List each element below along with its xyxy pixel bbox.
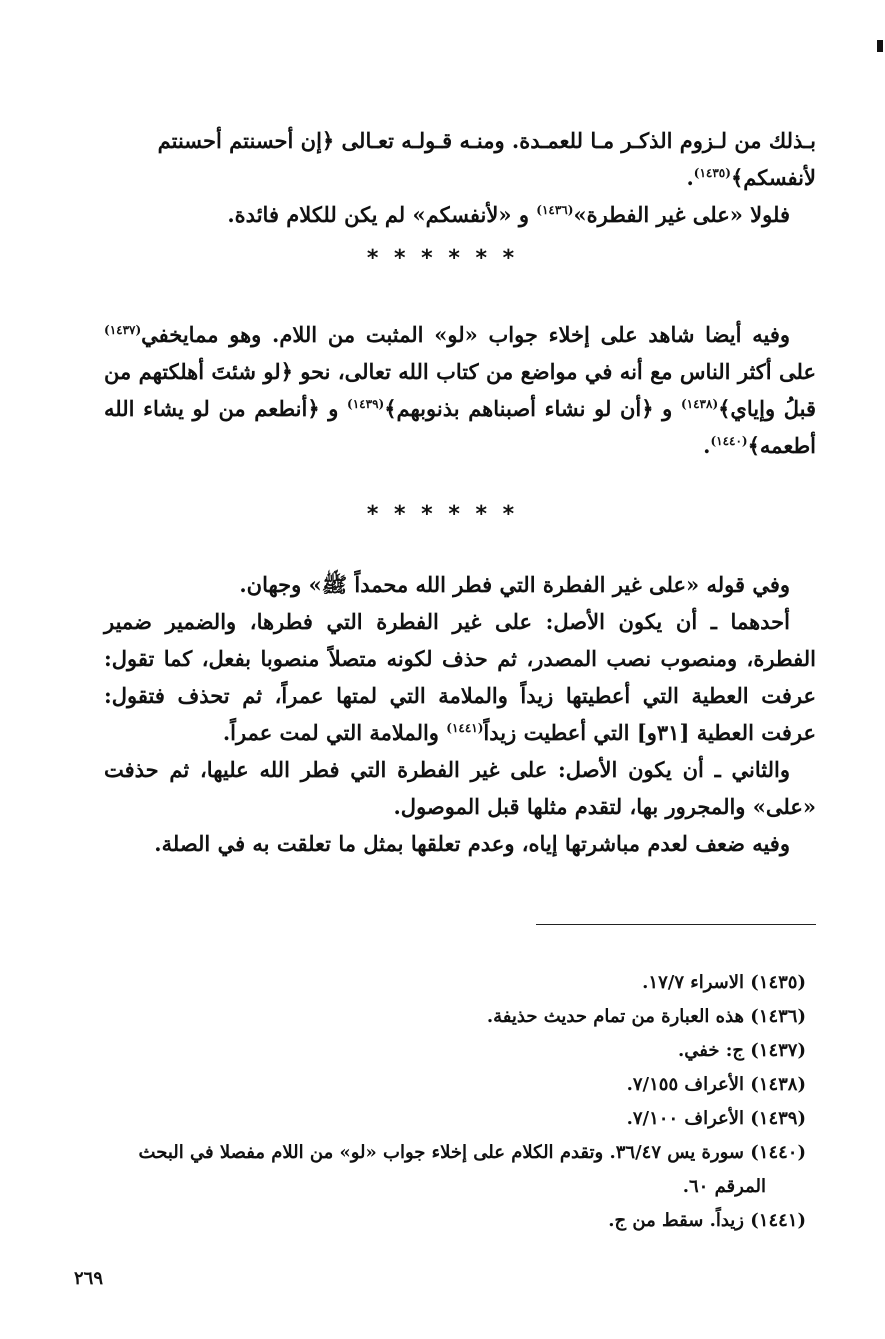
page-number: ٢٦٩: [74, 1268, 104, 1289]
paragraph: [104, 603, 816, 751]
text-span: و ﴿أن لو نشاء أصبناهم بذنوبهم﴾: [384, 396, 681, 421]
footnote-ref: (١٤٤١): [446, 721, 484, 735]
text-span: أحدهما ـ أن يكون الأصل: على غير الفطرة التي فطرها، والضمير ضمير الفطرة، ومنصوب نصب المصدر، ثم حذف لكونه متصلاً منصوبا بفعل، كما تقول: عرفت العطية التي أعطيتها زيداً والملامة التي لمتها عمراً، ثم تحذف فتقول: عرفت العطية [٣١و] التي أعطيت زيداً: [104, 609, 816, 745]
section-3: [104, 566, 816, 862]
footnote: (١٤٣٨) الأعراف ٧/١٥٥.: [626, 1074, 806, 1095]
section-separator: * * * * * *: [366, 502, 519, 527]
paragraph: وفي قوله «على غير الفطرة التي فطر الله محمداً ﷺ» وجهان.: [239, 572, 790, 597]
text-line: [104, 159, 816, 196]
footnote-ref: (١٤٣٥): [693, 166, 731, 180]
text-span: .: [703, 433, 711, 458]
text-line: [104, 196, 816, 233]
text-span: على أكثر الناس مع أنه في مواضع من كتاب الله تعالى، نحو ﴿لو شئتَ أهلكتهم من قبلُ وإياي﴾: [104, 359, 816, 421]
footnote-ref: (١٤٣٦): [536, 203, 574, 217]
scan-mark: [877, 40, 883, 52]
footnote: (١٤٣٧) ج: خفي.: [677, 1040, 806, 1061]
text-span: .: [686, 165, 694, 190]
section-separator: * * * * * *: [366, 246, 519, 271]
footnote: (١٤٣٥) الاسراء ١٧/٧.: [642, 972, 806, 993]
section-2: [104, 316, 816, 464]
footnote-ref: (١٤٣٧): [104, 323, 142, 337]
footnotes: [104, 966, 806, 1238]
footnote: (١٤٣٦) هذه العبارة من تمام حديث حذيفة.: [486, 1006, 806, 1027]
section-1: [104, 122, 816, 233]
text-span: و ﴿أنطعم من لو يشاء الله أطعمه﴾: [104, 396, 816, 458]
paragraph: والثاني ـ أن يكون الأصل: على غير الفطرة التي فطر الله عليها، ثم حذفت «على» والمجرور بها، لتقدم مثلها قبل الموصول.: [104, 757, 816, 819]
footnote: (١٤٣٩) الأعراف ٧/١٠٠.: [626, 1108, 806, 1129]
footnote-ref: (١٤٣٩): [347, 397, 385, 411]
text-span: بـذلك من لـزوم الذكـر مـا للعمـدة. ومنـه قـولـه تعـالى ﴿إن أحسنتم أحسنتم: [157, 128, 816, 153]
text-span: والملامة التي لمت عمراً.: [222, 720, 447, 745]
footnote-ref: (١٤٤٠): [710, 434, 748, 448]
footnote-divider: [536, 924, 816, 925]
paragraph: وفيه ضعف لعدم مباشرتها إياه، وعدم تعلقها بمثل ما تعلقت به في الصلة.: [154, 831, 790, 856]
footnote: (١٤٤٠) سورة يس ٣٦/٤٧. وتقدم الكلام على إخلاء جواب «لو» من اللام مفصلا في البحث: [138, 1142, 806, 1163]
footnote: (١٤٤١) زيداً. سقط من ج.: [608, 1210, 806, 1231]
paragraph: [104, 316, 816, 464]
text-span: وفيه أيضا شاهد على إخلاء جواب «لو» المثبت من اللام. وهو ممايخفي: [141, 322, 790, 347]
footnote-continuation: المرقم ٦٠.: [682, 1176, 766, 1197]
text-span: و «لأنفسكم» لم يكن للكلام فائدة.: [227, 202, 537, 227]
footnote-ref: (١٤٣٨): [680, 397, 719, 411]
text-line: [104, 122, 816, 159]
text-span: لأنفسكم﴾: [730, 165, 816, 190]
text-span: فلولا «على غير الفطرة»: [573, 202, 790, 227]
